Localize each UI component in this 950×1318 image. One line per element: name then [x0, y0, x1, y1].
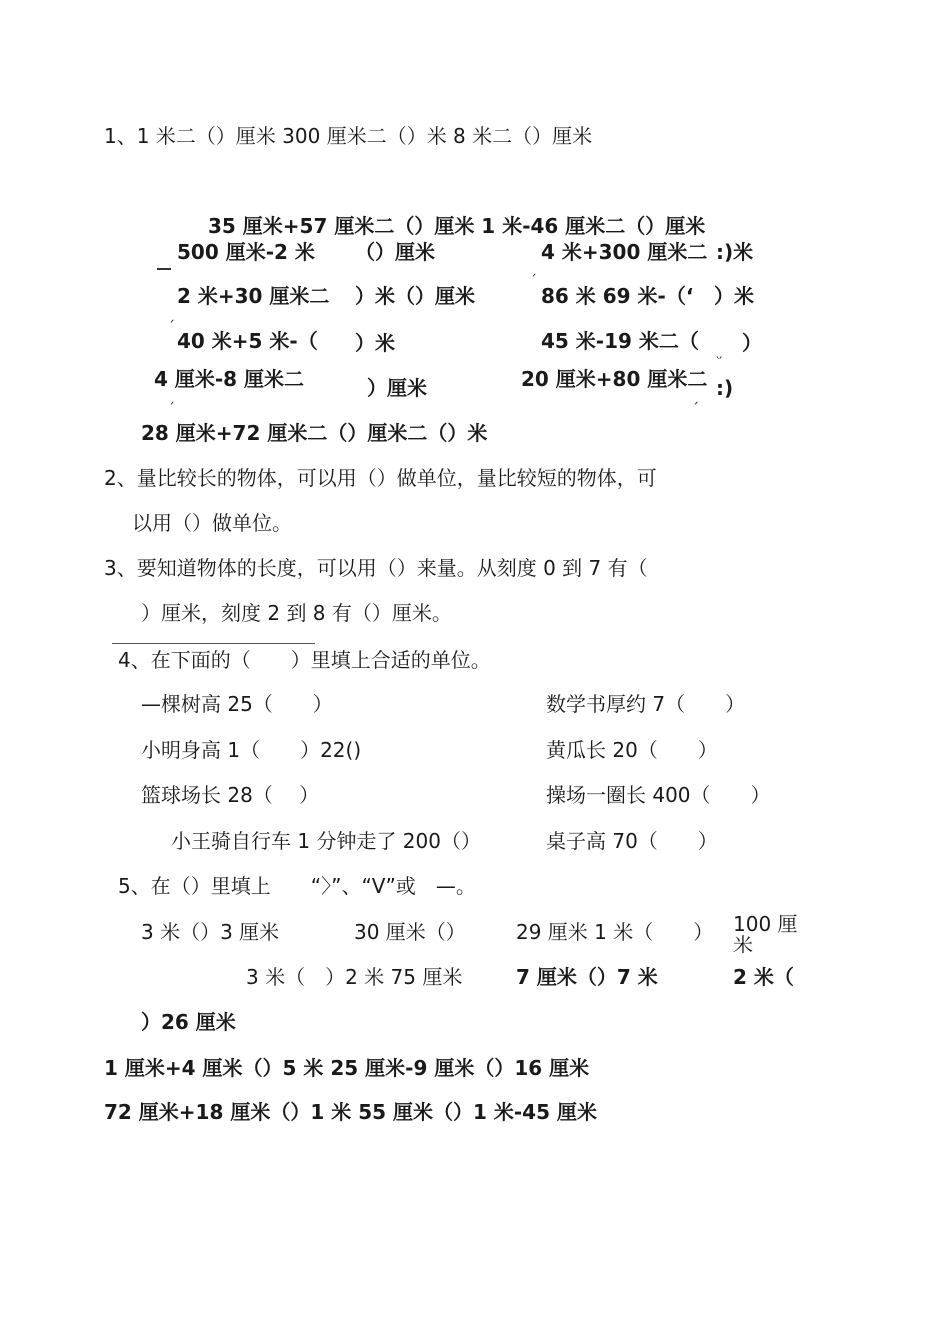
dash-mark — [157, 268, 171, 270]
q1-r1-right-blank: :)米 — [716, 240, 754, 264]
q4-item: 操场一圈长 400（ ） — [546, 783, 771, 807]
q4-item: 篮球场长 28（ ） — [141, 783, 320, 807]
q1-r2-left: 2 米+30 厘米二 — [177, 284, 330, 308]
q2-line1: 2、量比较长的物体，可以用（）做单位，量比较短的物体，可 — [104, 466, 657, 490]
q5-compare: ）26 厘米 — [141, 1010, 236, 1034]
tick-mark: ˏ — [692, 389, 699, 405]
tick-mark: ˏ — [168, 307, 175, 323]
q1-r4-right-blank: :) — [716, 376, 734, 400]
q5-compare: 3 米（）3 厘米 — [141, 920, 280, 944]
q1-r1-left-blank: （）厘米 — [355, 240, 435, 264]
q2-line2: 以用（）做单位。 — [132, 511, 292, 535]
tick-mark: ˏ — [168, 389, 175, 405]
q5-compare: 1 厘米+4 厘米（）5 米 25 厘米-9 厘米（）16 厘米 — [104, 1056, 590, 1080]
q4-item: 小明身高 1（ ）22() — [141, 738, 362, 762]
tick-mark: ˏ — [530, 261, 537, 277]
q1-r4-left-blank: ）厘米 — [367, 376, 427, 400]
q5-title: 5、在（）里填上 “〉”、“V”或 —。 — [118, 874, 476, 898]
q1-r4-right: 20 厘米+80 厘米二 — [521, 367, 708, 391]
q5-compare: 29 厘米 1 米（ ） — [516, 920, 714, 944]
q4-item: 黄瓜长 20（ ） — [546, 738, 718, 762]
q4-item: —棵树高 25（ ） — [141, 692, 333, 716]
q5-compare: 30 厘米（） — [354, 920, 466, 944]
q1-r3-left-blank: ）米 — [355, 331, 395, 355]
q1-line-last: 28 厘米+72 厘米二（）厘米二（）米 — [141, 421, 488, 445]
q1-r1-left: 500 厘米-2 米 — [177, 240, 315, 264]
q1-line1: 1、1 米二（）厘米 300 厘米二（）米 8 米二（）厘米 — [104, 124, 593, 148]
q1-r4-left: 4 厘米-8 厘米二 — [154, 367, 305, 391]
q1-r3-right: 45 米-19 米二（ — [541, 329, 699, 353]
q4-item: 桌子高 70（ ） — [546, 829, 718, 853]
q1-r1-right: 4 米+300 厘米二 — [541, 240, 708, 264]
q5-compare: 7 厘米（）7 米 — [516, 965, 658, 989]
q1-r4-right-mark: ‵′ — [716, 355, 723, 371]
q1-r2-right-blank: ）米 — [714, 284, 754, 308]
q3-line2: ）厘米，刻度 2 到 8 有（）厘米。 — [141, 601, 452, 625]
q1-r3-left: 40 米+5 米-（ — [177, 329, 318, 353]
q4-item: 数学书厚约 7（ ） — [546, 692, 746, 716]
q5-compare: 3 米（ ）2 米 75 厘米 — [246, 965, 463, 989]
divider-line — [112, 643, 315, 644]
q3-line1: 3、要知道物体的长度，可以用（）来量。从刻度 0 到 7 有（ — [104, 556, 648, 580]
q1-r2-right: 86 米 69 米-（‘ — [541, 284, 694, 308]
q1-r2-left-blank: ）米（）厘米 — [355, 284, 475, 308]
q1-line2: 35 厘米+57 厘米二（）厘米 1 米-46 厘米二（）厘米 — [208, 214, 706, 238]
q5-compare: 米 — [733, 933, 753, 953]
q1-r3-right-blank: ） — [742, 331, 762, 355]
q5-compare: 2 米（ — [733, 965, 794, 989]
q4-item: 小王骑自行车 1 分钟走了 200（） — [171, 829, 481, 853]
q5-compare: 100 厘 — [733, 912, 798, 936]
q4-title: 4、在下面的（ ）里填上合适的单位。 — [118, 648, 491, 672]
q5-compare: 72 厘米+18 厘米（）1 米 55 厘米（）1 米-45 厘米 — [104, 1100, 597, 1124]
